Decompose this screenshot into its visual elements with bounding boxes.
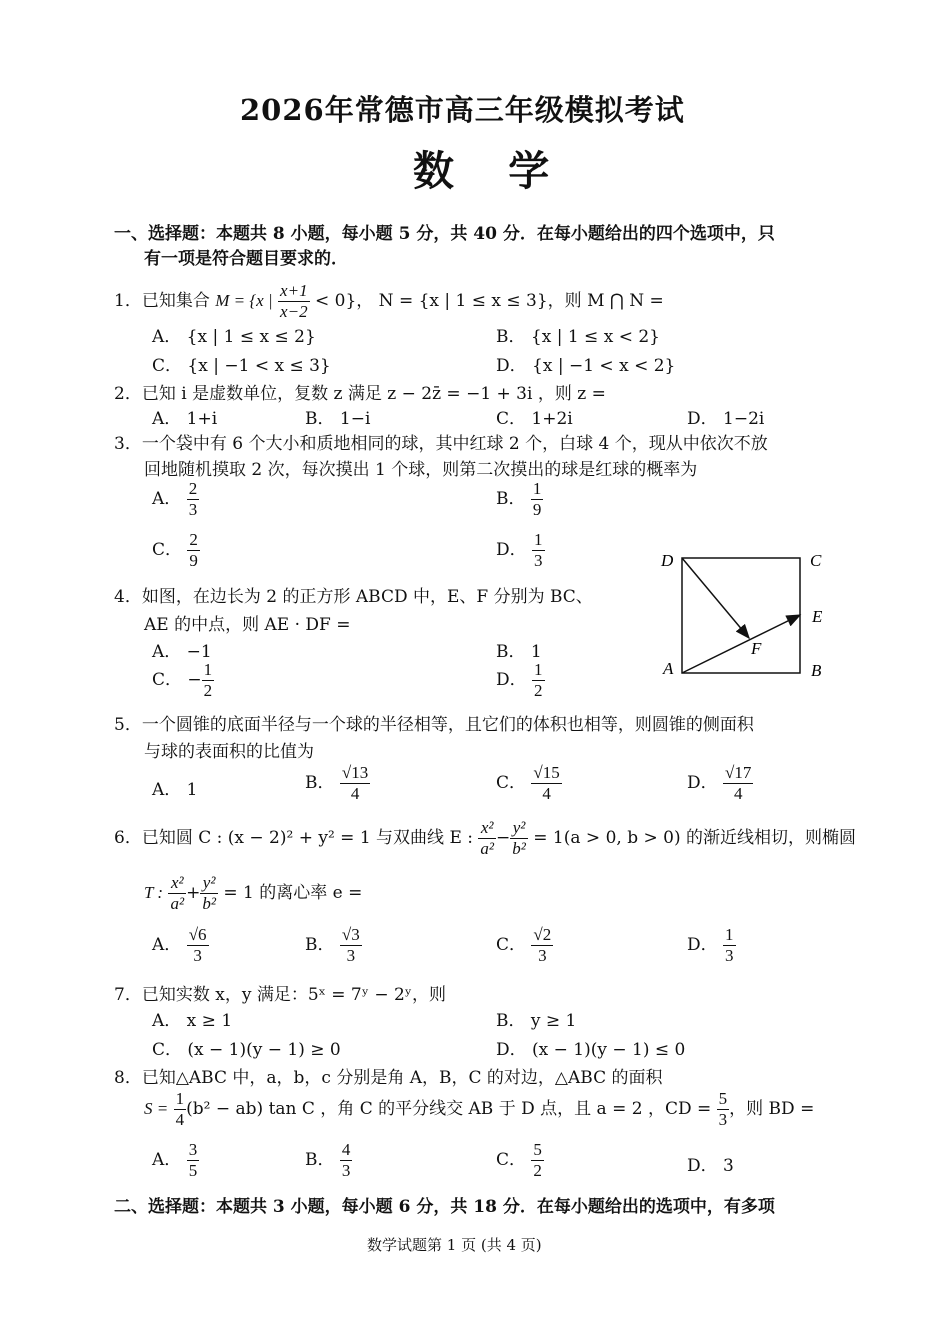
q2-option-c: C． 1+2i [496, 409, 573, 429]
q3-option-c: C． $\frac{2}{9}$ [152, 530, 198, 570]
question-1-stem [114, 281, 664, 322]
question-number: 1． [114, 291, 142, 311]
question-4-stem-line1: 4．如图，在边长为 2 的正方形 ABCD 中，E、F 分别为 BC、 [114, 587, 593, 607]
subject-title: 数 学 [413, 147, 570, 195]
q4-option-c: C． − $\frac{1}{2}$ [152, 660, 213, 700]
q8-option-d: D． 3 [687, 1156, 734, 1176]
q8-option-b: B． $\frac{4}{3}$ [305, 1140, 351, 1180]
q6-option-d: D． $\frac{1}{3}$ [687, 925, 734, 965]
q7-option-d: D． (x − 1)(y − 1) ≤ 0 [496, 1040, 686, 1060]
q3-option-b: B． $\frac{1}{9}$ [496, 479, 542, 519]
q5-option-b: B． $\frac{√13}{4}$ [305, 763, 369, 803]
question-3-stem-line2: 回地随机摸取 2 次，每次摸出 1 个球，则第二次摸出的球是红球的概率为 [144, 460, 698, 480]
question-5-stem-line2: 与球的表面积的比值为 [144, 742, 314, 762]
q4-option-b: B． 1 [496, 642, 542, 662]
q1-text-a: 已知集合 [141, 291, 210, 311]
q1-option-d: D． {x | −1 < x < 2} [496, 356, 676, 376]
q6-option-b: B． $\frac{√3}{3}$ [305, 925, 360, 965]
q4-option-a: A． −1 [152, 642, 212, 662]
q4-option-d: D． $\frac{1}{2}$ [496, 660, 543, 700]
q2-option-d: D． 1−2i [687, 409, 765, 429]
question-8-stem-line2: S = $\frac{1}{4}$ (b² − ab) tan C ，角 C 的平分线交 AB 于 D 点，且 a = 2 ，CD = $\frac{5}{3}$ ，则 BD = [144, 1089, 815, 1129]
q8-option-c: C． $\frac{5}{2}$ [496, 1140, 542, 1180]
q6-option-a: A． $\frac{√6}{3}$ [152, 925, 207, 965]
question-5-stem-line1: 5．一个圆锥的底面半径与一个球的半径相等，且它们的体积也相等，则圆锥的侧面积 [114, 715, 754, 735]
q3-option-d: D． $\frac{1}{3}$ [496, 530, 543, 570]
q2-option-b: B． 1−i [305, 409, 371, 429]
page-footer: 数学试题第 1 页 (共 4 页) [367, 1236, 542, 1254]
question-3-stem-line1: 3．一个袋中有 6 个大小和质地相同的球，其中红球 2 个，白球 4 个，现从中依次不放 [114, 434, 768, 454]
section2-heading-line1: 二、选择题：本题共 3 小题，每小题 6 分，共 18 分．在每小题给出的选项中，有多项 [114, 1197, 775, 1217]
question-6-stem-line1: 6．已知圆 C : (x − 2)² + y² = 1 与双曲线 E : $\frac{\text{x²}}{\text{a²}}$ − $\frac{\text{y²}}{\text{b²}}$ = 1(a > 0, b > 0) 的渐近线相切，则椭圆 [114, 818, 856, 858]
label-e: E [812, 607, 823, 626]
q3-option-a: A． $\frac{2}{3}$ [152, 479, 198, 519]
exam-title: 2026年常德市高三年级模拟考试 [240, 93, 685, 127]
q8-option-a: A． $\frac{3}{5}$ [152, 1140, 198, 1180]
question-6-stem-line2: T : $\frac{\text{x²}}{\text{a²}}$ + $\frac{\text{y²}}{\text{b²}}$ = 1 的离心率 e = [144, 873, 363, 913]
q1-fraction: $\frac{x+1}{x-2}$ [280, 281, 308, 321]
q1-option-a: A． {x | 1 ≤ x ≤ 2} [152, 327, 316, 347]
vector-df [682, 558, 749, 638]
question-2-stem: 2．已知 i 是虚数单位，复数 z 满足 z − 2z̄ = −1 + 3i ，则 z = [114, 384, 606, 404]
q5-option-d: D． $\frac{√17}{4}$ [687, 763, 752, 803]
label-b: B [811, 661, 822, 680]
q1-set-m: M = {x | [215, 291, 273, 310]
q7-option-a: A． x ≥ 1 [152, 1011, 233, 1031]
q7-option-c: C． (x − 1)(y − 1) ≥ 0 [152, 1040, 341, 1060]
q5-option-c: C． $\frac{√15}{4}$ [496, 763, 560, 803]
vector-ae [682, 615, 800, 673]
q1-text-c: N = {x | 1 ≤ x ≤ 3}，则 M ⋂ N = [378, 291, 664, 311]
q1-text-b: < 0}， [314, 291, 374, 311]
question-7-stem: 7．已知实数 x，y 满足：5ˣ = 7ʸ − 2ʸ，则 [114, 985, 446, 1005]
q1-option-b: B． {x | 1 ≤ x < 2} [496, 327, 660, 347]
label-f: F [751, 639, 762, 658]
label-c: C [810, 551, 822, 570]
label-a: A [663, 659, 674, 678]
q1-option-c: C． {x | −1 < x ≤ 3} [152, 356, 331, 376]
square-figure [655, 548, 835, 683]
q6-option-c: C． $\frac{√2}{3}$ [496, 925, 552, 965]
section1-heading-line2: 有一项是符合题目要求的． [144, 249, 348, 269]
q2-option-a: A． 1+i [152, 409, 218, 429]
question-4-stem-line2: AE 的中点，则 AE · DF = [144, 615, 351, 635]
q7-option-b: B． y ≥ 1 [496, 1011, 577, 1031]
section1-heading-line1: 一、选择题：本题共 8 小题，每小题 5 分，共 40 分．在每小题给出的四个选项中，只 [114, 224, 775, 244]
question-8-stem-line1: 8．已知△ABC 中，a，b，c 分别是角 A，B，C 的对边，△ABC 的面积 [114, 1068, 663, 1088]
label-d: D [661, 551, 674, 570]
q5-option-a: A． 1 [152, 780, 198, 800]
square-abcd [682, 558, 800, 673]
